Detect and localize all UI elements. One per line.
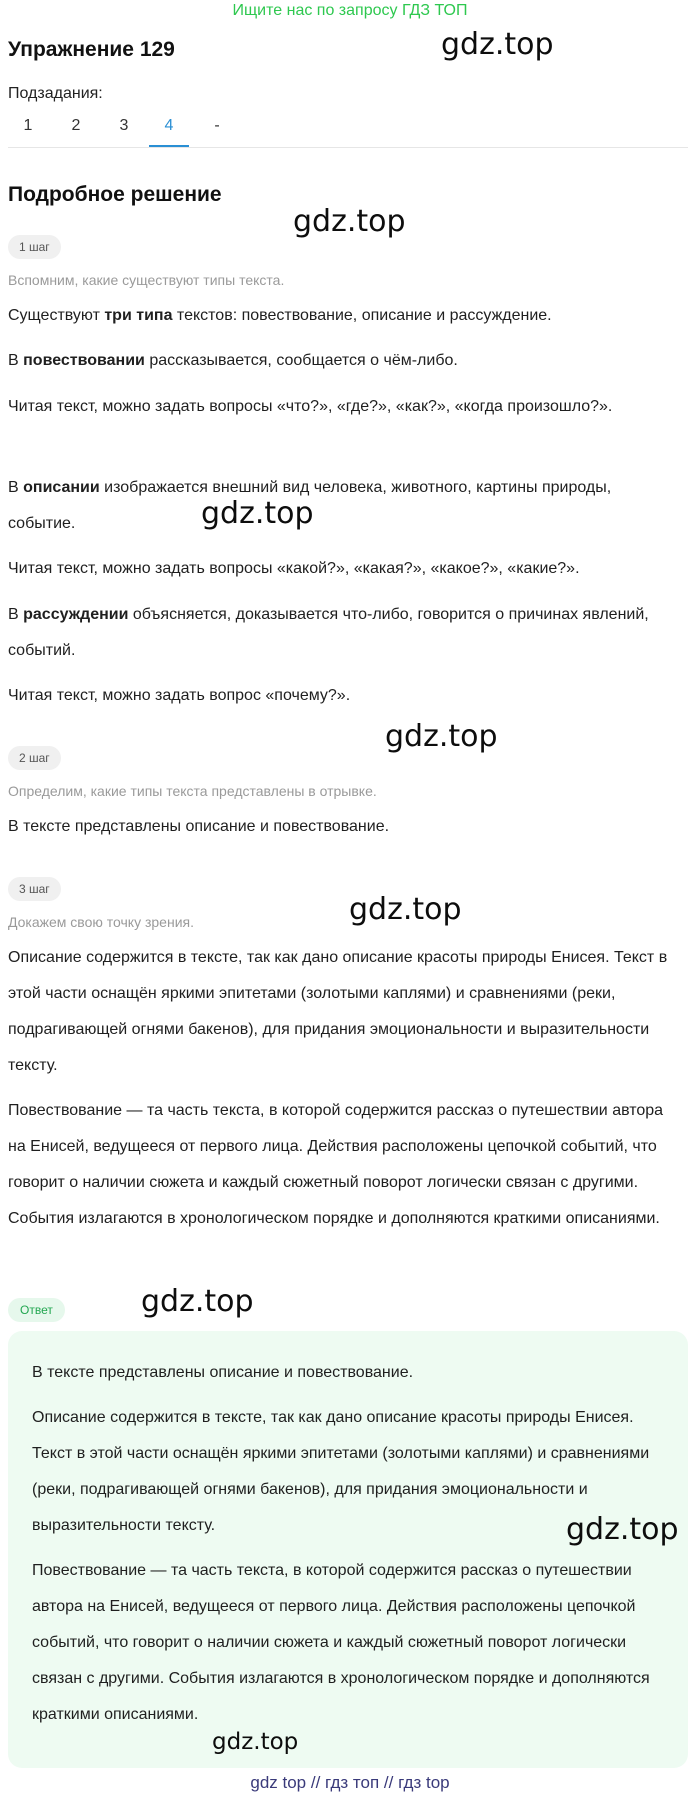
step-hint: Определим, какие типы текста представлены в отрывке. <box>8 783 377 799</box>
watermark: gdz.top <box>385 719 498 754</box>
watermark: gdz.top <box>441 27 554 62</box>
watermark: gdz.top <box>141 1284 254 1319</box>
footer-link-gdz-top-ru[interactable]: гдз топ <box>325 1773 380 1792</box>
section-title: Подробное решение <box>8 183 222 206</box>
step-paragraph: Описание содержится в тексте, так как дано описание красоты природы Енисея. Текст в этой части оснащён яркими эпитетами (золотыми каплями) и сравнениями (реки, подрагивающей огнями бакенов), для придания эмоциональности и выразительности тексту. <box>8 949 668 1074</box>
watermark: gdz.top <box>566 1512 679 1547</box>
step-paragraph: Повествование — та часть текста, в которой содержится рассказ о путешествии автора на Енисей, ведущееся от первого лица. Действия расположены цепочкой событий, что говорит о наличии сюжета и каждый сюжетный поворот логически связан с другими. События излагаются в хронологическом порядке и дополняются краткими описаниями. <box>8 1102 664 1227</box>
answer-badge: Ответ <box>8 1298 65 1322</box>
watermark: gdz.top <box>293 204 406 239</box>
answer-paragraph: В тексте представлены описание и повествование. <box>32 1364 414 1381</box>
step-hint: Вспомним, какие существуют типы текста. <box>8 272 285 288</box>
step-paragraph: В повествовании рассказывается, сообщается о чём-либо. <box>8 352 458 369</box>
step-badge: 2 шаг <box>8 746 61 770</box>
step-paragraph: В тексте представлены описание и повествование. <box>8 818 390 835</box>
tab-1[interactable]: 1 <box>23 117 33 134</box>
footer-link-gdz-top[interactable]: gdz top <box>250 1773 307 1792</box>
subtasks-label: Подзадания: <box>8 85 103 102</box>
watermark: gdz.top <box>212 1729 299 1755</box>
watermark: gdz.top <box>201 496 314 531</box>
tab-3[interactable]: 3 <box>119 117 129 134</box>
tab-2[interactable]: 2 <box>71 117 81 134</box>
page-title: Упражнение 129 <box>8 38 175 61</box>
footer-separator: // <box>383 1773 394 1792</box>
step-paragraph: В рассуждении объясняется, доказывается что-либо, говорится о причинах явлений, событий. <box>8 606 649 659</box>
footer-separator: // <box>310 1773 321 1792</box>
watermark: gdz.top <box>349 892 462 927</box>
footer-link-gdz-top-mixed[interactable]: гдз top <box>398 1773 450 1792</box>
search-banner: Ищите нас по запросу ГДЗ ТОП <box>232 2 468 19</box>
tab-dash[interactable]: - <box>214 117 220 134</box>
step-hint: Докажем свою точку зрения. <box>8 914 194 930</box>
step-paragraph: Существуют три типа текстов: повествование, описание и рассуждение. <box>8 307 552 324</box>
step-badge: 3 шаг <box>8 877 61 901</box>
step-paragraph: Читая текст, можно задать вопрос «почему?». <box>8 687 351 704</box>
answer-paragraph: Повествование — та часть текста, в которой содержится рассказ о путешествии автора на Енисей, ведущееся от первого лица. Действия расположены цепочкой событий, что говорит о наличии сюжета и каждый сюжетный поворот логически связан с другими. События излагаются в хронологическом порядке и дополняются краткими описаниями. <box>32 1562 650 1723</box>
step-badge: 1 шаг <box>8 235 61 259</box>
step-paragraph: Читая текст, можно задать вопросы «что?», «где?», «как?», «когда произошло?». <box>8 398 613 415</box>
tab-4[interactable]: 4 <box>149 111 189 147</box>
subtask-tabs <box>8 111 688 148</box>
answer-paragraph: Описание содержится в тексте, так как дано описание красоты природы Енисея. Текст в этой части оснащён яркими эпитетами (золотыми каплями) и сравнениями (реки, подрагивающей огнями бакенов), для придания эмоциональности и выразительности тексту. <box>32 1409 650 1534</box>
footer-links <box>0 1772 700 1794</box>
step-paragraph: В описании изображается внешний вид человека, животного, картины природы, событие. <box>8 479 612 532</box>
step-paragraph: Читая текст, можно задать вопросы «какой?», «какая?», «какое?», «какие?». <box>8 560 580 577</box>
